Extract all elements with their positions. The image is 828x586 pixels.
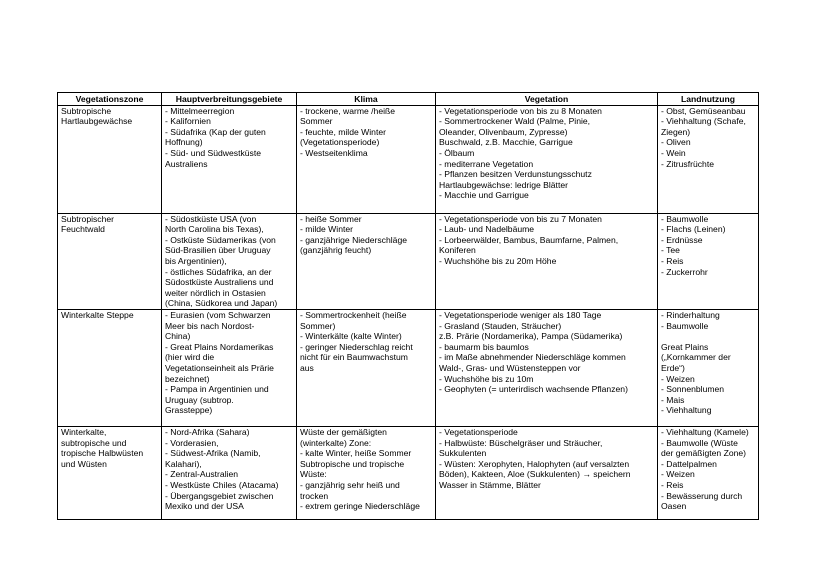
- cell-text-line: - Dattelpalmen: [661, 458, 717, 469]
- cell-text-line: - Pampa in Argentinien und: [165, 384, 269, 395]
- cell-text-line: - Reis: [661, 479, 684, 490]
- cell-text-line: Wasser in Stämme, Blätter: [439, 479, 541, 490]
- cell-text-line: - Mais: [661, 394, 685, 405]
- cell-text-line: bezeichnet): [165, 373, 210, 384]
- cell-text-line: - Süd- und Südwestküste: [165, 147, 262, 158]
- cell-text-line: Koniferen: [439, 245, 476, 256]
- cell-text-line: Südostküste Australiens und: [165, 277, 274, 288]
- header-vegetationszone: Vegetationszone: [58, 93, 162, 106]
- cell-text-line: Subtropischer: [61, 213, 115, 224]
- cell-text-line: - Vegetationsperiode von bis zu 8 Monaten: [439, 105, 602, 116]
- cell-text-line: Oasen: [661, 501, 687, 512]
- cell-text-line: Sommer): [300, 320, 336, 331]
- cell-nutzung: [658, 426, 759, 519]
- cell-text-line: - Eurasien (vom Schwarzen: [165, 309, 271, 320]
- cell-zone: [58, 309, 162, 426]
- cell-text-line: - Lorbeerwälder, Bambus, Baumfarne, Palmen,: [439, 234, 619, 245]
- cell-text-line: bis Argentinien),: [165, 255, 227, 266]
- cell-text-line: Sukkulenten: [439, 448, 487, 459]
- cell-text-line: Grassteppe): [165, 405, 213, 416]
- table-header-row: [58, 93, 759, 106]
- cell-text-line: Winterkalte,: [61, 426, 107, 437]
- cell-text-line: - Mittelmeerregion: [165, 105, 235, 116]
- cell-text-line: trocken: [300, 490, 329, 501]
- cell-text-line: Buschwald, z.B. Macchie, Garrigue: [439, 137, 573, 148]
- cell-text-line: der gemäßigten Zone): [661, 448, 747, 459]
- cell-text-line: - baumarm bis baumlos: [439, 341, 529, 352]
- cell-klima: [297, 213, 436, 309]
- cell-text-line: - milde Winter: [300, 224, 354, 235]
- cell-text-line: - Zitrusfrüchte: [661, 158, 715, 169]
- cell-text-line: - extrem geringe Niederschläge: [300, 501, 420, 512]
- table-row: [58, 105, 759, 213]
- cell-text-line: tropische Halbwüsten: [61, 448, 144, 459]
- cell-text-line: - Vorderasien,: [165, 437, 219, 448]
- cell-text-line: - Vegetationsperiode weniger als 180 Tage: [439, 309, 602, 320]
- cell-text-line: Feuchtwald: [61, 224, 105, 235]
- header-klima: Klima: [297, 93, 436, 106]
- cell-text-line: - Zuckerrohr: [661, 266, 708, 277]
- cell-text-line: - Sommertrockener Wald (Palme, Pinie,: [439, 116, 591, 127]
- cell-text-line: Uruguay (subtrop.: [165, 394, 234, 405]
- cell-text-line: Subtropische: [61, 105, 112, 116]
- cell-text-line: - Ostküste Südamerikas (von: [165, 234, 276, 245]
- cell-text-line: - trockene, warme /heiße: [300, 105, 396, 116]
- cell-text-line: - ganzjährig sehr heiß und: [300, 479, 400, 490]
- cell-text-line: - geringer Niederschlag reicht: [300, 341, 413, 352]
- cell-text-line: Hartlaubgewächse: ledrige Blätter: [439, 179, 568, 190]
- cell-zone: [58, 213, 162, 309]
- cell-text-line: - Wein: [661, 147, 686, 158]
- cell-text-line: Hartlaubgewächse: [61, 116, 133, 127]
- cell-text-line: - Weizen: [661, 469, 695, 480]
- cell-text-line: - Nord-Afrika (Sahara): [165, 426, 250, 437]
- cell-gebiete: [162, 213, 297, 309]
- cell-text-line: Wald-, Gras- und Wüstensteppen vor: [439, 362, 581, 373]
- cell-text-line: - Wuchshöhe bis zu 10m: [439, 373, 534, 384]
- cell-text-line: (China, Südkorea und Japan): [165, 298, 278, 309]
- cell-text-line: - Weizen: [661, 373, 695, 384]
- cell-text-line: subtropische und: [61, 437, 127, 448]
- cell-text-line: Erde“): [661, 362, 685, 373]
- header-hauptverbreitungsgebiete: Hauptverbreitungsgebiete: [162, 93, 297, 106]
- cell-text-line: Süd-Brasilien über Uruguay: [165, 245, 271, 256]
- cell-text-line: - feuchte, milde Winter: [300, 126, 386, 137]
- cell-text-line: - Sonnenblumen: [661, 384, 725, 395]
- cell-text-line: - Zentral-Australien: [165, 469, 239, 480]
- cell-text-line: - Flachs (Leinen): [661, 224, 726, 235]
- table-row: [58, 426, 759, 519]
- cell-text-line: - kalte Winter, heiße Sommer: [300, 448, 412, 459]
- cell-vegetation: [436, 213, 658, 309]
- cell-text-line: - Great Plains Nordamerikas: [165, 341, 274, 352]
- cell-text-line: aus: [300, 362, 314, 373]
- cell-text-line: - Bewässerung durch: [661, 490, 743, 501]
- cell-text-line: - Übergangsgebiet zwischen: [165, 490, 274, 501]
- cell-text-line: - Tee: [661, 245, 680, 256]
- table-row: [58, 213, 759, 309]
- cell-text-line: - mediterrane Vegetation: [439, 158, 534, 169]
- cell-text-line: - Kalifornien: [165, 116, 211, 127]
- cell-text-line: - im Maße abnehmender Niederschläge kommen: [439, 352, 626, 363]
- cell-nutzung: [658, 309, 759, 426]
- cell-vegetation: [436, 426, 658, 519]
- cell-text-line: Wüste der gemäßigten: [300, 426, 387, 437]
- cell-text-line: Great Plains: [661, 341, 709, 352]
- cell-text-line: - Sommertrockenheit (heiße: [300, 309, 407, 320]
- cell-text-line: - Winterkälte (kalte Winter): [300, 331, 402, 342]
- cell-text-line: (hier wird die: [165, 352, 215, 363]
- cell-text-line: - heiße Sommer: [300, 213, 362, 224]
- cell-text-line: (winterkalte) Zone:: [300, 437, 372, 448]
- cell-text-line: - Macchie und Garrigue: [439, 190, 529, 201]
- cell-text-line: North Carolina bis Texas),: [165, 224, 264, 235]
- cell-text-line: z.B. Prärie (Nordamerika), Pampa (Südamerika): [439, 331, 623, 342]
- cell-zone: [58, 426, 162, 519]
- cell-text-line: Winterkalte Steppe: [61, 309, 134, 320]
- cell-text-line: - Rinderhaltung: [661, 309, 720, 320]
- cell-text-line: und Wüsten: [61, 458, 107, 469]
- cell-text-line: Wüste:: [300, 469, 327, 480]
- cell-text-line: - Pflanzen besitzen Verdunstungsschutz: [439, 169, 592, 180]
- cell-text-line: - Vegetationsperiode von bis zu 7 Monaten: [439, 213, 602, 224]
- cell-text-line: weiter nördlich in Ostasien: [165, 287, 266, 298]
- cell-text-line: - Oliven: [661, 137, 691, 148]
- table-row: [58, 309, 759, 426]
- cell-text-line: - Südostküste USA (von: [165, 213, 257, 224]
- cell-text-line: Hoffnung): [165, 137, 203, 148]
- cell-klima: [297, 426, 436, 519]
- cell-text-line: - Reis: [661, 255, 684, 266]
- cell-text-line: - östliches Südafrika, an der: [165, 266, 272, 277]
- cell-text-line: - Baumwolle: [661, 320, 709, 331]
- cell-klima: [297, 105, 436, 213]
- cell-text-line: [661, 331, 758, 342]
- cell-nutzung: [658, 213, 759, 309]
- cell-text-line: - Westseitenklima: [300, 147, 368, 158]
- cell-text-line: Australiens: [165, 158, 208, 169]
- vegetation-zones-table: [57, 92, 759, 520]
- cell-gebiete: [162, 309, 297, 426]
- cell-text-line: - Halbwüste: Büschelgräser und Sträucher,: [439, 437, 603, 448]
- cell-text-line: - Baumwolle: [661, 213, 709, 224]
- cell-text-line: - Vegetationsperiode: [439, 426, 518, 437]
- cell-text-line: Meer bis nach Nordost-: [165, 320, 255, 331]
- cell-text-line: Mexiko und der USA: [165, 501, 244, 512]
- cell-text-line: (Vegetationsperiode): [300, 137, 380, 148]
- cell-gebiete: [162, 426, 297, 519]
- cell-text-line: - Viehhaltung (Schafe,: [661, 116, 746, 127]
- cell-text-line: Oleander, Olivenbaum, Zypresse): [439, 126, 568, 137]
- cell-text-line: - Westküste Chiles (Atacama): [165, 479, 279, 490]
- cell-text-line: Vegetationseinheit als Prärie: [165, 362, 274, 373]
- cell-text-line: Kalahari),: [165, 458, 202, 469]
- cell-text-line: - Wüsten: Xerophyten, Halophyten (auf versalzten: [439, 458, 630, 469]
- cell-text-line: - Geophyten (= unterirdisch wachsende Pflanzen): [439, 384, 628, 395]
- cell-text-line: - Viehhaltung (Kamele): [661, 426, 749, 437]
- cell-text-line: („Kornkammer der: [661, 352, 731, 363]
- cell-text-line: Ziegen): [661, 126, 691, 137]
- cell-text-line: - ganzjährige Niederschläge: [300, 234, 408, 245]
- cell-text-line: Subtropische und tropische: [300, 458, 405, 469]
- cell-text-line: China): [165, 331, 191, 342]
- cell-nutzung: [658, 105, 759, 213]
- cell-text-line: - Südafrika (Kap der guten: [165, 126, 266, 137]
- header-landnutzung: Landnutzung: [658, 93, 759, 106]
- cell-text-line: - Baumwolle (Wüste: [661, 437, 738, 448]
- cell-text-line: - Obst, Gemüseanbau: [661, 105, 746, 116]
- cell-vegetation: [436, 309, 658, 426]
- cell-text-line: - Ölbaum: [439, 147, 475, 158]
- cell-text-line: Sommer: [300, 116, 333, 127]
- cell-zone: [58, 105, 162, 213]
- cell-text-line: - Grasland (Stauden, Sträucher): [439, 320, 562, 331]
- cell-gebiete: [162, 105, 297, 213]
- cell-klima: [297, 309, 436, 426]
- cell-text-line: Böden), Kakteen, Aloe (Sukkulenten) → speichern: [439, 469, 631, 480]
- cell-text-line: - Erdnüsse: [661, 234, 703, 245]
- cell-text-line: - Viehhaltung: [661, 405, 712, 416]
- cell-text-line: - Wuchshöhe bis zu 20m Höhe: [439, 255, 557, 266]
- header-vegetation: Vegetation: [436, 93, 658, 106]
- cell-text-line: nicht für ein Baumwachstum: [300, 352, 408, 363]
- cell-vegetation: [436, 105, 658, 213]
- cell-text-line: - Südwest-Afrika (Namib,: [165, 448, 261, 459]
- cell-text-line: - Laub- und Nadelbäume: [439, 224, 535, 235]
- cell-text-line: (ganzjährig feucht): [300, 245, 372, 256]
